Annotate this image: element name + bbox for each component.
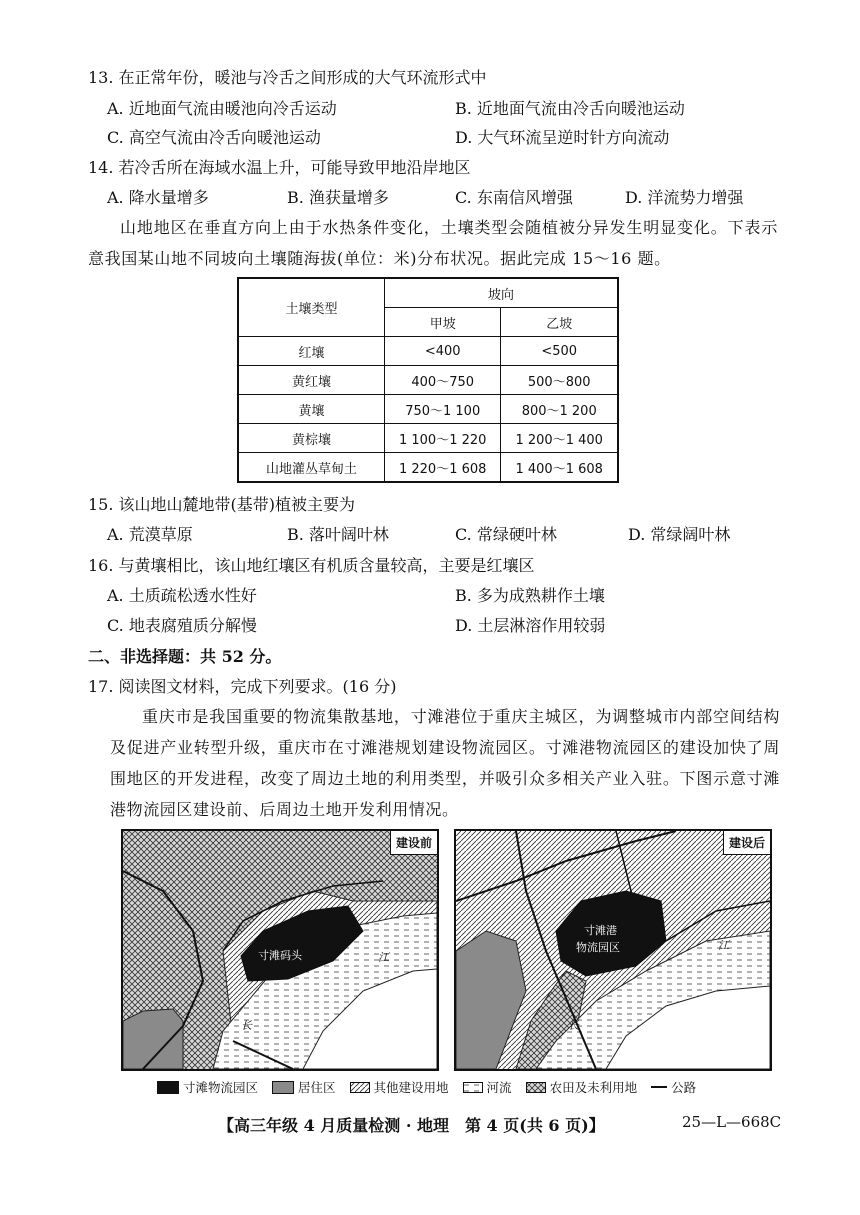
intro-15-16: 山地地区在垂直方向上由于水热条件变化，土壤类型会随植被分异发生明显变化。下表示意我国某山地不同坡向土壤随海拔(单位：米)分布状况。据此完成 15～16 题。 <box>88 218 778 268</box>
legend-label-farmland: 农田及未利用地 <box>549 1080 638 1095</box>
legend-swatch-other-construction <box>350 1082 370 1093</box>
map-before-construction <box>121 829 439 1071</box>
map-after-park-label-1: 寸滩港 <box>584 924 617 937</box>
map-before-dock-label: 寸滩码头 <box>258 949 302 962</box>
table-header-slope: 坡向 <box>385 278 619 308</box>
soil-elevation-table <box>237 277 619 483</box>
q14-option-d: D. 洋流势力增强 <box>625 188 744 207</box>
q15-option-a: A. 荒漠草原 <box>107 525 193 544</box>
table-header-slope-a: 甲坡 <box>385 308 501 337</box>
table-row <box>238 337 618 366</box>
map-before-tag: 建设前 <box>390 831 437 855</box>
table-cell-slope-b: 500～800 <box>501 366 618 395</box>
q16-option-d: D. 土层淋溶作用较弱 <box>455 616 606 635</box>
q15-option-b: B. 落叶阔叶林 <box>287 525 389 544</box>
table-cell-slope-b: 1 200～1 400 <box>501 424 618 453</box>
legend-label-residential: 居住区 <box>298 1080 336 1095</box>
legend-swatch-road <box>651 1086 667 1088</box>
legend-item-farmland <box>526 1078 638 1096</box>
section-2-heading: 二、非选择题：共 52 分。 <box>88 647 282 666</box>
q14-stem: 14. 若冷舌所在海域水温上升，可能导致甲地沿岸地区 <box>88 158 471 177</box>
table-cell-slope-a: 750～1 100 <box>385 395 501 424</box>
legend-swatch-farmland <box>526 1082 546 1093</box>
q15-option-d: D. 常绿阔叶林 <box>628 525 731 544</box>
q13-option-b: B. 近地面气流由冷舌向暖池运动 <box>455 99 685 118</box>
map-before-river-label-1: 江 <box>378 951 389 964</box>
legend-item-road <box>651 1078 696 1096</box>
legend-label-road: 公路 <box>671 1080 697 1095</box>
table-cell-slope-a: 1 220～1 608 <box>385 453 501 483</box>
table-cell-type: 山地灌丛草甸土 <box>238 453 385 483</box>
table-cell-type: 红壤 <box>238 337 385 366</box>
q16-option-a: A. 土质疏松透水性好 <box>107 586 257 605</box>
table-header-soil-type: 土壤类型 <box>238 278 385 337</box>
q14-option-c: C. 东南信风增强 <box>455 188 573 207</box>
table-cell-slope-b: 1 400～1 608 <box>501 453 618 483</box>
table-row <box>238 366 618 395</box>
legend-item-other-construction <box>350 1078 449 1096</box>
table-cell-slope-b: 800～1 200 <box>501 395 618 424</box>
q15-option-c: C. 常绿硬叶林 <box>455 525 557 544</box>
map-before-river-label-2: 长 <box>241 1019 252 1032</box>
table-cell-type: 黄壤 <box>238 395 385 424</box>
legend-item-park <box>157 1078 258 1096</box>
table-row <box>238 395 618 424</box>
table-cell-type: 黄棕壤 <box>238 424 385 453</box>
q14-option-a: A. 降水量增多 <box>107 188 209 207</box>
map-after-river-label-1: 江 <box>718 939 729 952</box>
map-after-construction <box>454 829 772 1071</box>
q14-option-b: B. 渔获量增多 <box>287 188 389 207</box>
table-cell-slope-b: <500 <box>501 337 618 366</box>
map-after-park-label-2: 物流园区 <box>576 941 620 954</box>
table-header-slope-b: 乙坡 <box>501 308 618 337</box>
legend-swatch-residential <box>272 1081 294 1094</box>
table-cell-slope-a: 1 100～1 220 <box>385 424 501 453</box>
map-after-tag: 建设后 <box>723 831 770 855</box>
table-row <box>238 453 618 483</box>
page-footer: 【高三年级 4 月质量检测 · 地理 第 4 页(共 6 页)】 <box>218 1116 605 1135</box>
legend-label-park: 寸滩物流园区 <box>183 1080 259 1095</box>
q13-option-c: C. 高空气流由冷舌向暖池运动 <box>107 128 321 147</box>
map-after-river-label-2: 长 <box>568 1019 579 1032</box>
legend-swatch-park <box>157 1081 179 1094</box>
legend-item-river <box>463 1078 512 1096</box>
legend-swatch-river <box>463 1082 483 1093</box>
table-cell-type: 黄红壤 <box>238 366 385 395</box>
exam-code: 25—L—668C <box>682 1113 782 1131</box>
q13-option-a: A. 近地面气流由暖池向冷舌运动 <box>107 99 337 118</box>
map-legend <box>157 1078 710 1096</box>
table-row <box>238 424 618 453</box>
q16-option-c: C. 地表腐殖质分解慢 <box>107 616 257 635</box>
q15-stem: 15. 该山地山麓地带(基带)植被主要为 <box>88 495 356 514</box>
legend-item-residential <box>272 1078 336 1096</box>
q16-option-b: B. 多为成熟耕作土壤 <box>455 586 605 605</box>
legend-label-other-construction: 其他建设用地 <box>373 1080 449 1095</box>
q13-stem: 13. 在正常年份，暖池与冷舌之间形成的大气环流形式中 <box>88 68 487 87</box>
q17-stem: 17. 阅读图文材料，完成下列要求。(16 分) <box>88 677 397 696</box>
table-cell-slope-a: <400 <box>385 337 501 366</box>
q16-stem: 16. 与黄壤相比，该山地红壤区有机质含量较高，主要是红壤区 <box>88 556 535 575</box>
q17-material: 重庆市是我国重要的物流集散基地，寸滩港位于重庆主城区，为调整城市内部空间结构及促进产业转型升级，重庆市在寸滩港规划建设物流园区。寸滩港物流园区的建设加快了周围地区的开发进程，改变了周边土地的利用类型，并吸引众多相关产业入驻。下图示意寸滩港物流园区建设前、后周边土地开发利用情况。 <box>110 707 780 819</box>
q13-option-d: D. 大气环流呈逆时针方向流动 <box>455 128 670 147</box>
table-cell-slope-a: 400～750 <box>385 366 501 395</box>
legend-label-river: 河流 <box>486 1080 512 1095</box>
